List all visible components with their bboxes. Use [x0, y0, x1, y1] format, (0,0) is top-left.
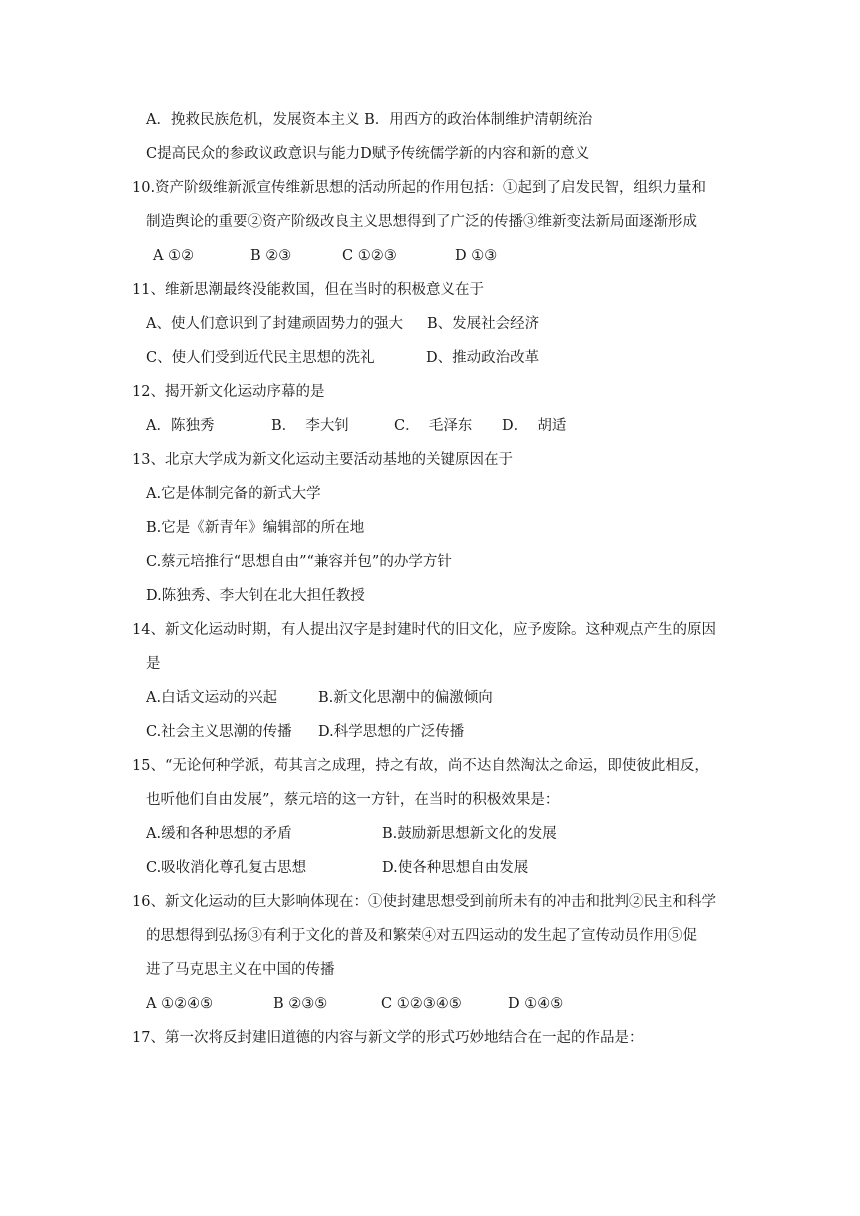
- q12-option-b: B． 李大钊: [271, 418, 349, 434]
- q14-stem-line-1: 14、新文化运动时期，有人提出汉字是封建时代的旧文化，应予废除。这种观点产生的原因: [132, 622, 716, 638]
- q10-option-a: A ①②: [153, 248, 195, 264]
- q9-options-ab: A．挽救民族危机，发展资本主义 B．用西方的政治体制维护清朝统治: [146, 112, 593, 128]
- q10-option-c: C ①②③: [342, 248, 397, 264]
- q11-option-d: D、推动政治改革: [426, 350, 540, 366]
- q12-stem: 12、揭开新文化运动序幕的是: [132, 384, 325, 400]
- q11-option-c: C、使人们受到近代民主思想的洗礼: [146, 350, 375, 366]
- q13-stem: 13、北京大学成为新文化运动主要活动基地的关键原因在于: [132, 452, 513, 468]
- q15-stem-line-1: 15、“无论何种学派，苟其言之成理，持之有故，尚不达自然淘汰之命运，即使彼此相反，: [132, 758, 709, 774]
- q14-stem-line-2: 是: [146, 656, 161, 672]
- q14-option-d: D.科学思想的广泛传播: [318, 724, 465, 740]
- q12-option-c: C． 毛泽东: [394, 418, 473, 434]
- q16-stem-line-2: 的思想得到弘扬③有利于文化的普及和繁荣④对五四运动的发生起了宣传动员作用⑤促: [146, 928, 697, 944]
- q13-option-d: D.陈独秀、李大钊在北大担任教授: [146, 588, 365, 604]
- q12-option-d: D． 胡适: [502, 418, 567, 434]
- q17-stem: 17、第一次将反封建旧道德的内容与新文学的形式巧妙地结合在一起的作品是：: [132, 1030, 644, 1046]
- q15-option-d: D.使各种思想自由发展: [382, 860, 529, 876]
- q14-option-a: A.白话文运动的兴起: [146, 690, 278, 706]
- q10-option-d: D ①③: [455, 248, 498, 264]
- q11-option-a: A、使人们意识到了封建顽固势力的强大: [146, 316, 403, 332]
- q16-option-b: B ②③⑤: [273, 996, 328, 1012]
- q15-stem-line-2: 也听他们自由发展”，蔡元培的这一方针，在当时的积极效果是：: [146, 792, 560, 808]
- q16-stem-line-1: 16、新文化运动的巨大影响体现在：①使封建思想受到前所未有的冲击和批判②民主和科学: [132, 894, 716, 910]
- q10-stem-line-2: 制造舆论的重要②资产阶级改良主义思想得到了广泛的传播③维新变法新局面逐渐形成: [146, 214, 697, 230]
- q10-stem-line-1: 10.资产阶级维新派宣传维新思想的活动所起的作用包括：①起到了启发民智，组织力量和: [132, 180, 707, 196]
- q14-option-c: C.社会主义思潮的传播: [146, 724, 292, 740]
- q16-option-d: D ①④⑤: [508, 996, 564, 1012]
- q16-option-a: A ①②④⑤: [146, 996, 214, 1012]
- q13-option-b: B.它是《新青年》编辑部的所在地: [146, 520, 365, 536]
- q15-option-a: A.缓和各种思想的矛盾: [146, 826, 292, 842]
- q9-options-cd: C提高民众的参政议政意识与能力D赋予传统儒学新的内容和新的意义: [146, 146, 590, 162]
- q13-option-c: C.蔡元培推行“思想自由”“兼容并包”的办学方针: [146, 554, 452, 570]
- q16-stem-line-3: 进了马克思主义在中国的传播: [146, 962, 335, 978]
- q15-option-b: B.鼓励新思想新文化的发展: [382, 826, 557, 842]
- q11-stem: 11、维新思潮最终没能救国，但在当时的积极意义在于: [132, 282, 484, 298]
- q16-option-c: C ①②③④⑤: [381, 996, 462, 1012]
- q12-option-a: A．陈独秀: [146, 418, 215, 434]
- q10-option-b: B ②③: [250, 248, 292, 264]
- q11-option-b: B、发展社会经济: [427, 316, 540, 332]
- q13-option-a: A.它是体制完备的新式大学: [146, 486, 321, 502]
- q15-option-c: C.吸收消化尊孔复古思想: [146, 860, 307, 876]
- q14-option-b: B.新文化思潮中的偏激倾向: [318, 690, 493, 706]
